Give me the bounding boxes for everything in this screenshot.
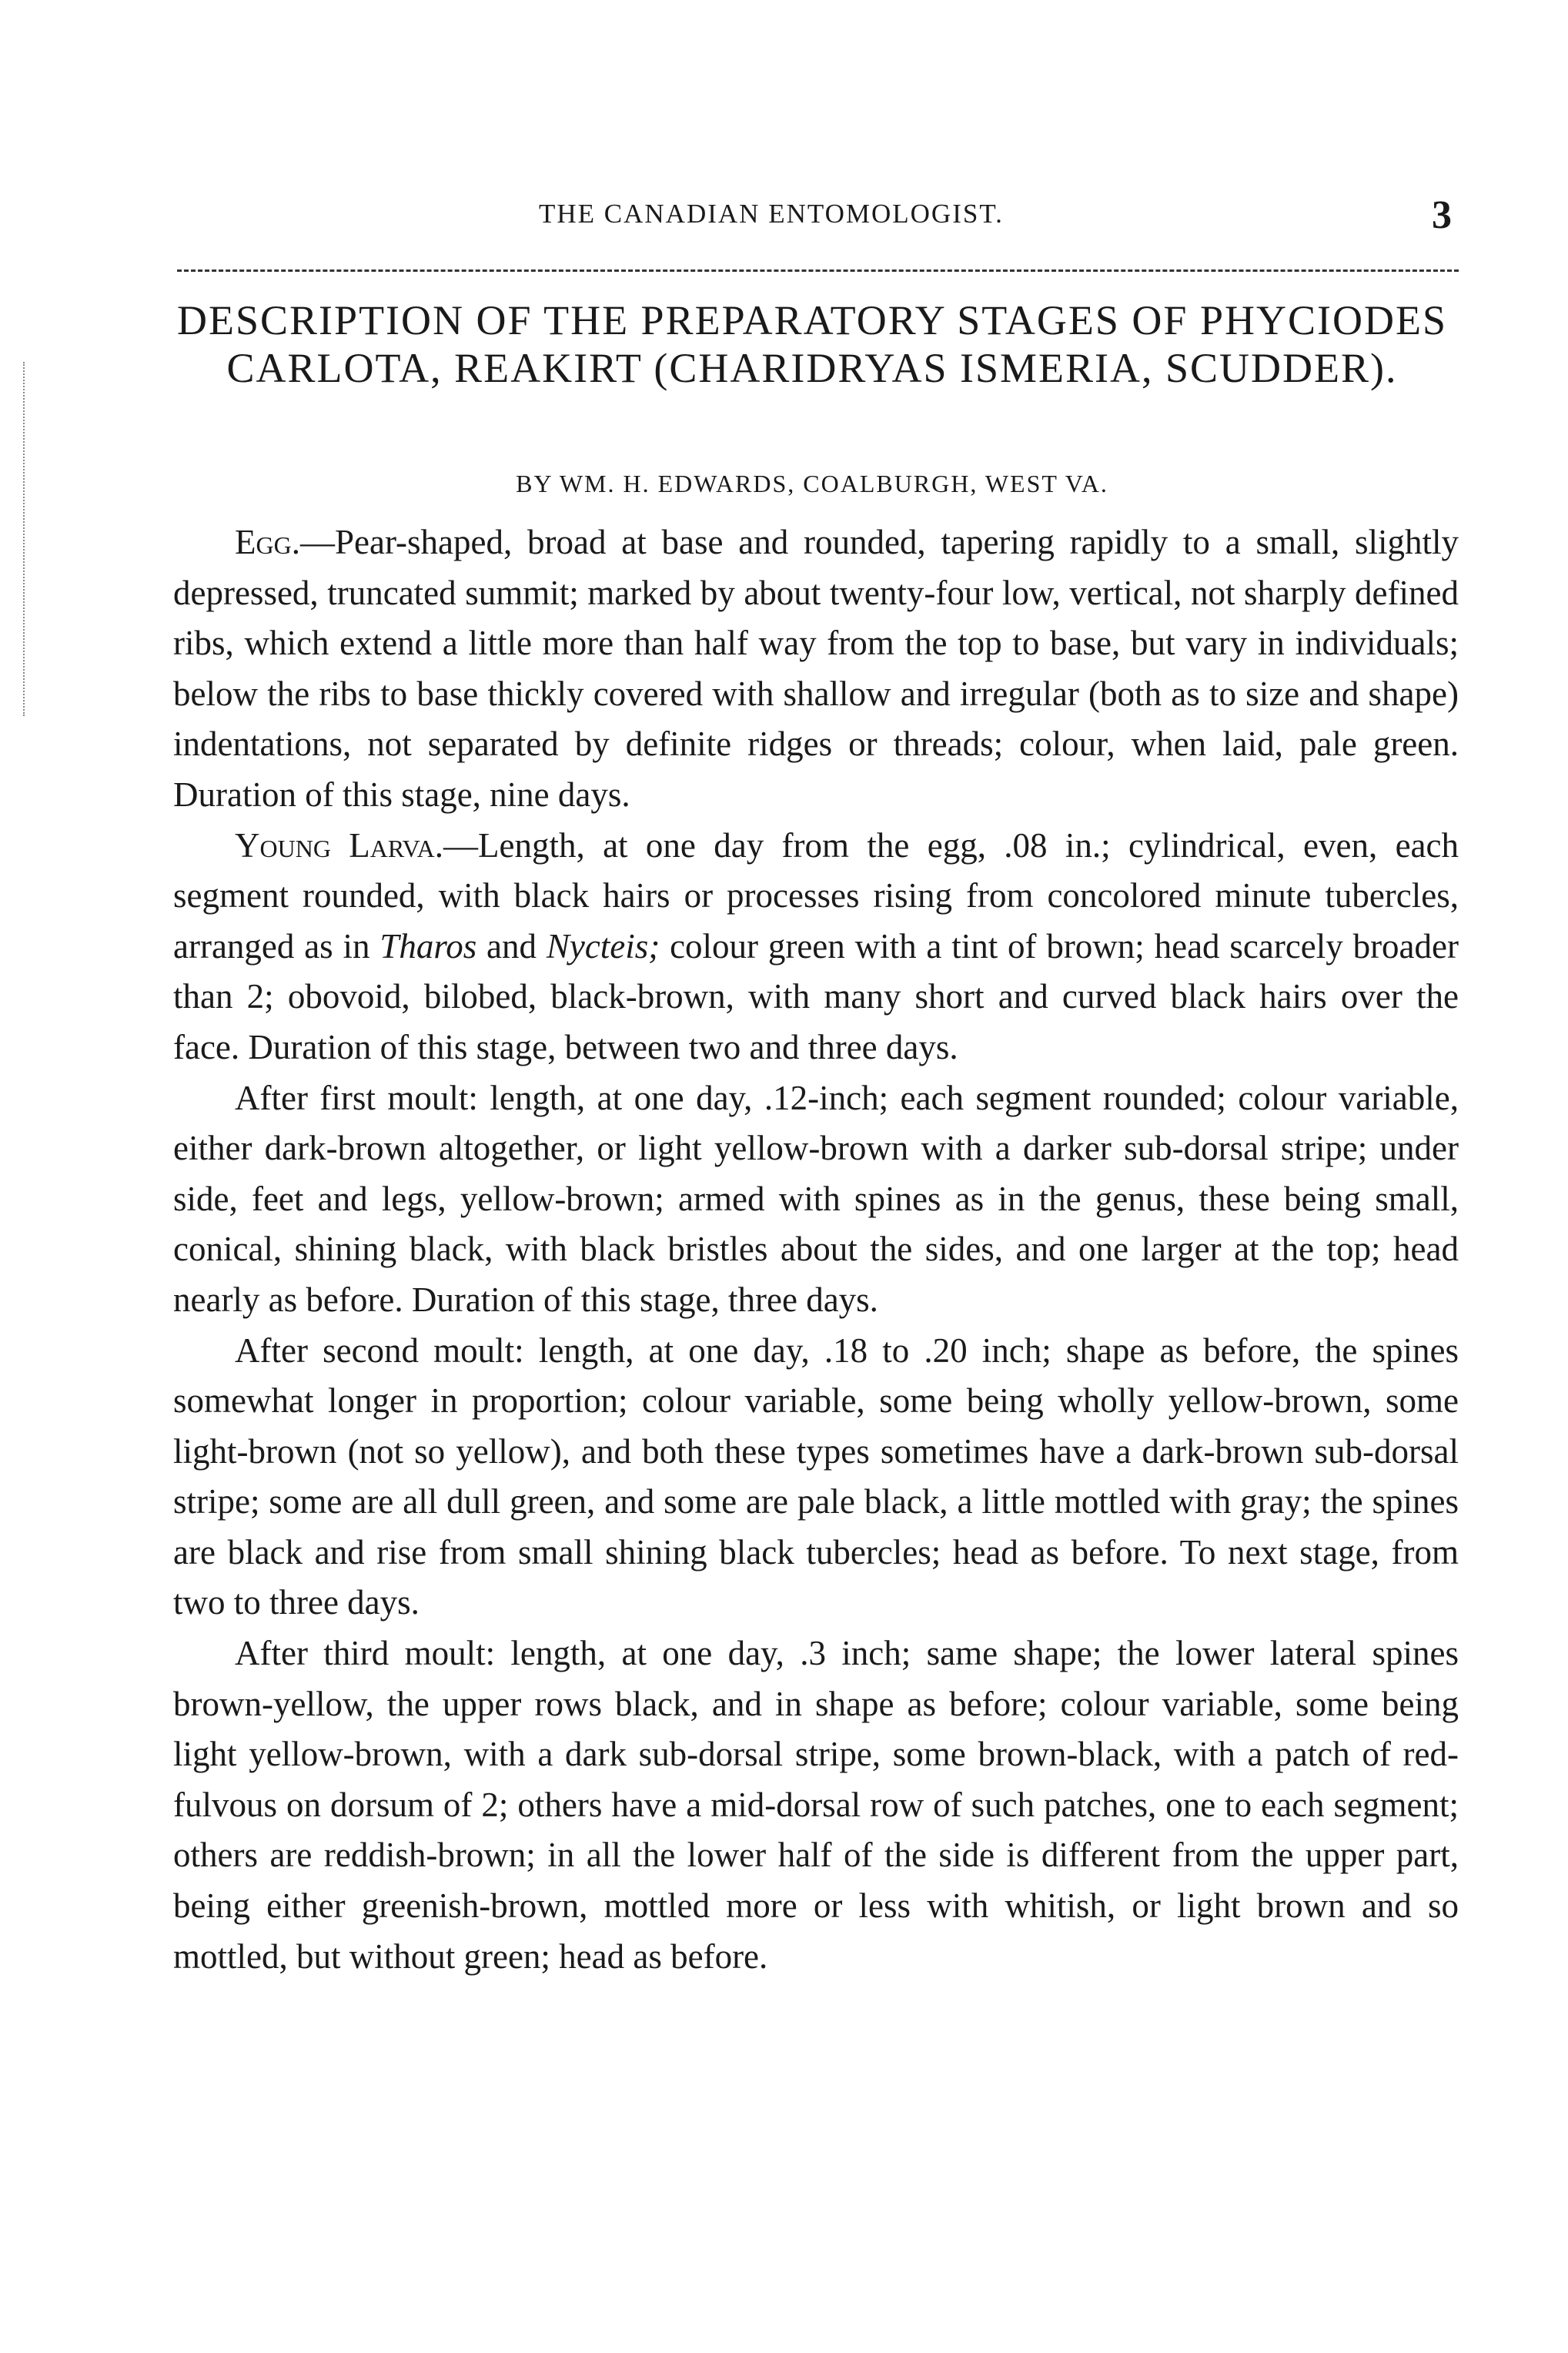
paragraph-first-moult: After first moult: length, at one day, .12-inch; each segment rounded; colour variable, either dark-brown altogether, or light yellow-brown with a darker sub-dorsal stripe; under side, feet and legs, yellow-brown; armed with spines as in the genus, these being small, conical, shining black, with black bristles about the sides, and one larger at the top; head nearly as before. Duration of this stage, three days. (173, 1078, 1459, 1319)
paragraph-text: colour green with a tint of brown; head scarcely broader than 2; obovoid, bilobed, black-brown, with many short and curved black hairs over the face. Duration of this stage, between two and three days. (173, 926, 1459, 1066)
margin-bleed-mark (23, 362, 40, 716)
paragraph-egg (173, 517, 1459, 821)
species-name: Nycteis; (546, 926, 660, 966)
paragraph-second-moult: After second moult: length, at one day, .18 to .20 inch; shape as before, the spines somewhat longer in proportion; colour variable, some being wholly yellow-brown, some light-brown (not so yellow), and both these types sometimes have a dark-brown sub-dorsal stripe; some are all dull green, and some are pale black, a little mottled with gray; the spines are black and rise from small shining black tubercles; head as before. To next stage, from two to three days. (173, 1330, 1459, 1622)
paragraph-text: and (476, 926, 547, 966)
paragraph-young-larva (173, 821, 1459, 1073)
byline: BY WM. H. EDWARDS, COALBURGH, WEST VA. (516, 470, 1108, 497)
section-lead-young-larva: Young Larva. (235, 825, 444, 865)
running-head (0, 193, 1463, 245)
species-name: Tharos (379, 926, 477, 966)
page-number: 3 (1432, 193, 1452, 237)
paragraph-text: —Pear-shaped, broad at base and rounded, tapering rapidly to a small, slightly depressed, truncated summit; marked by about twenty-four low, vertical, not sharply defined ribs, which extend a little more than half way from the top to base, but vary in individuals; below the ribs to base thickly covered with shallow and irregular (both as to size and shape) indentations, not separated by definite ridges or threads; colour, when laid, pale green. Duration of this stage, nine days. (173, 523, 1459, 814)
section-lead-egg: Egg. (235, 523, 300, 561)
paragraph-third-moult: After third moult: length, at one day, .3 inch; same shape; the lower lateral spines brown-yellow, the upper rows black, and in shape as before; colour variable, some being light yellow-brown, with a dark sub-dorsal stripe, some brown-black, with a patch of red-fulvous on dorsum of 2; others have a mid-dorsal row of such patches, one to each segment; others are reddish-brown; in all the lower half of the side is different from the upper part, being either greenish-brown, mottled more or less with whitish, or light brown and so mottled, but without green; head as before. (173, 1634, 1459, 1976)
article-title: DESCRIPTION OF THE PREPARATORY STAGES OF PHYCIODES CARLOTA, REAKIRT (CHARIDRYAS ISMERIA, SCUDDER). (177, 297, 1447, 391)
journal-title: THE CANADIAN ENTOMOLOGIST. (539, 199, 1004, 229)
article-body (173, 517, 1459, 1982)
header-rule (177, 269, 1459, 272)
paragraph-text: —Length, at one day from the egg, .08 in.; cylindrical, even, each segment rounded, with black hairs or processes rising from concolored minute tubercles, arranged as in (173, 825, 1459, 966)
